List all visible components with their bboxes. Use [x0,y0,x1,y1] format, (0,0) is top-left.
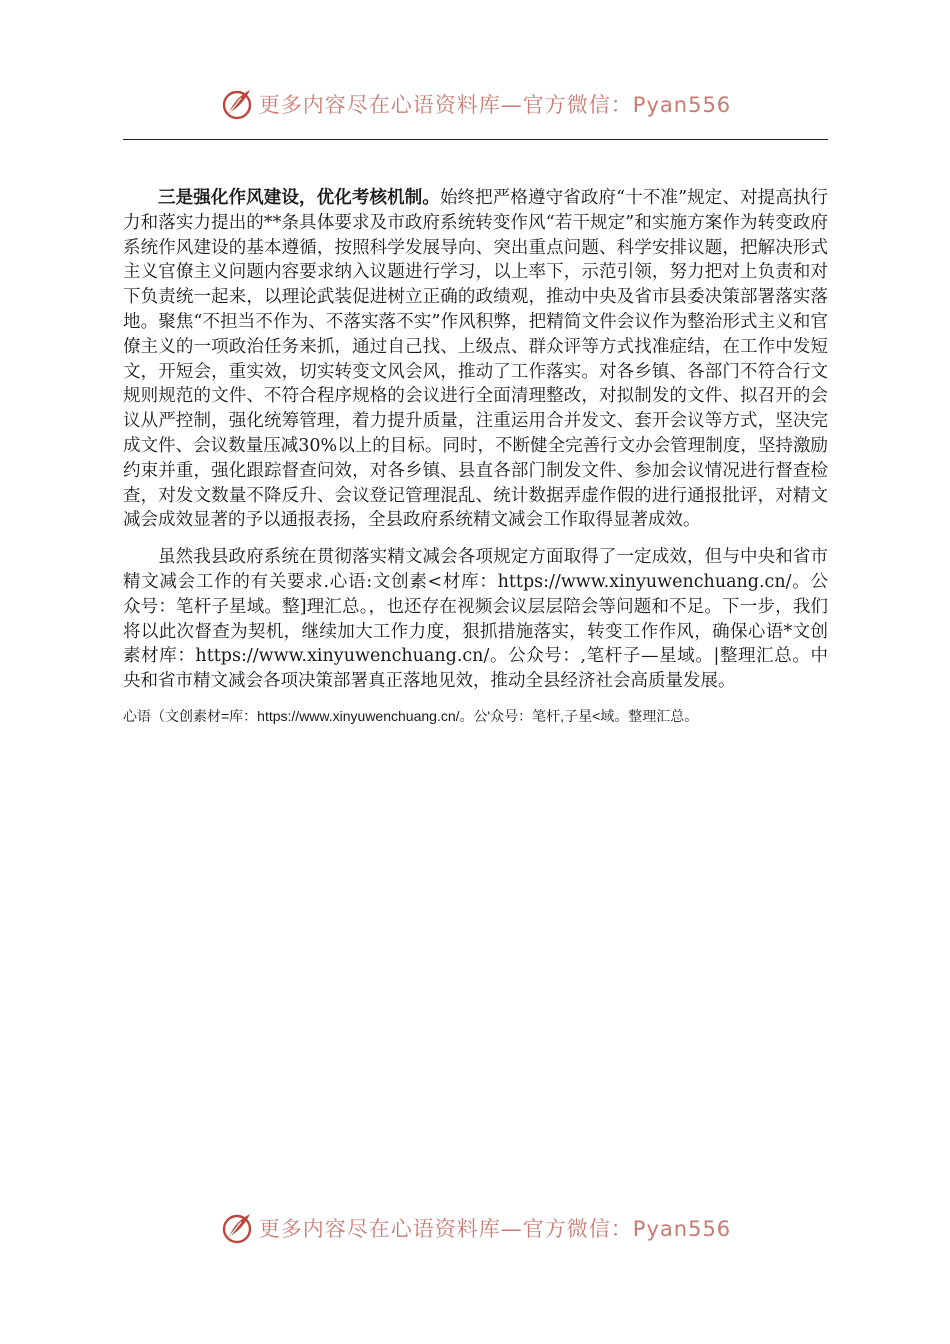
paragraph-text: 虽然我县政府系统在贯彻落实精文减会各项规定方面取得了一定成效，但与中央和省市精文减会工作的有关要求.心语:文创素<材库：https://www.xinyuwenchuang.cn/。公众号：笔杆子星域。整]理汇总。，也还存在视频会议层层陪会等问题和不足。下一步，我们将以此次督查为契机，继续加大工作力度，狠抓措施落实，转变工作作风，确保心语*文创素材库：https://www.xinyuwenchuang.cn/。公众号：,笔杆子—星域。|整理汇总。中央和省市精文减会各项决策部署真正落地见效，推动全县经济社会高质量发展。 [123,547,828,692]
footer-banner-text: 更多内容尽在心语资料库—官方微信：Pyan556 [258,1217,732,1241]
paragraph-text: 始终把严格遵守省政府“十不准”规定、对提高执行力和落实力提出的**条具体要求及市政府系统转变作风“若干规定”和实施方案作为转变政府系统作风建设的基本遵循，按照科学发展导向、突出重点问题、科学安排议题，把解决形式主义官僚主义问题内容要求纳入议题进行学习，以上率下，示范引领，努力把对上负责和对下负责统一起来，以理论武装促进树立正确的政绩观，推动中央及省市县委决策部署落实落地。聚焦“不担当不作为、不落实落不实”作风积弊，把精简文件会议作为整治形式主义和官僚主义的一项政治任务来抓，通过自己找、上级点、群众评等方式找准症结，在工作中发短文，开短会，重实效，切实转变文风会风，推动了工作落实。对各乡镇、各部门不符合行文规则规范的文件、不符合程序规格的会议进行全面清理整改，对拟制发的文件、拟召开的会议从严控制，强化统筹管理，着力提升质量，注重运用合并发文、套开会议等方式，坚决完成文件、会议数量压减30%以上的目标。同时，不断健全完善行文办会管理制度，坚持激励约束并重，强化跟踪督查问效，对各乡镇、县直各部门制发文件、参加会议情况进行督查检查，对发文数量不降反升、会议登记管理混乱、统计数据弄虚作假的进行通报批评，对精文减会成效显著的予以通报表扬，全县政府系统精文减会工作取得显著成效。 [123,188,828,531]
paragraph-lead-heading: 三是强化作风建设，优化考核机制。 [158,188,440,208]
paragraph-next-steps [123,545,828,694]
quill-logo-icon [219,1210,255,1246]
header-banner-text: 更多内容尽在心语资料库—官方微信：Pyan556 [258,93,732,117]
header-banner [0,84,950,124]
document-body [123,186,828,726]
source-footnote: 心语（文创素材=库：https://www.xinyuwenchuang.cn/。公'众号：笔杆,子星<域。整理汇总。 [123,707,699,724]
paragraph-work-style [123,186,828,533]
quill-logo-icon [219,86,255,122]
footer-banner [0,1208,950,1248]
header-divider [123,139,828,140]
